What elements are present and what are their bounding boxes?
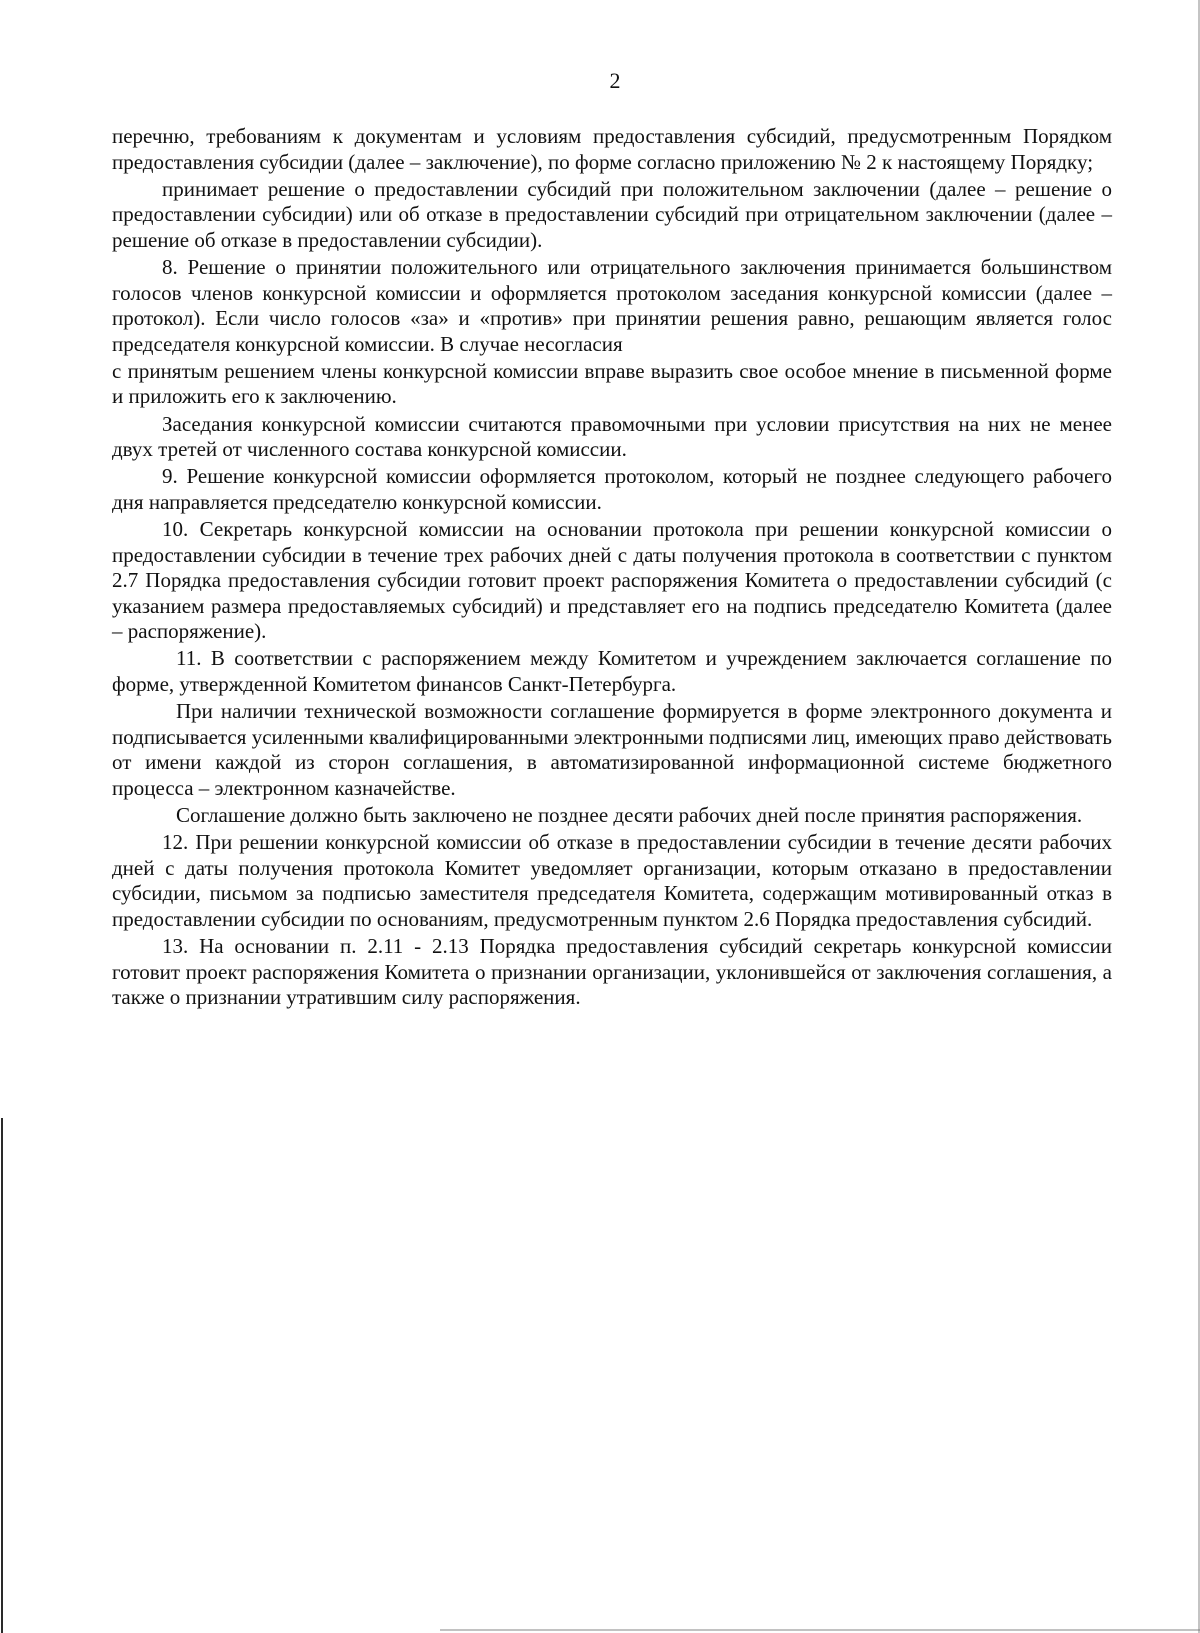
paragraph-electronic-agreement: При наличии технической возможности соглашение формируется в форме электронного документа и подписывается усиленными квалифицированными электронными подписями лиц, имеющих право действовать от имени каждой из сторон соглашения, в автоматизированной информационной системе бюджетного процесса – электронном казначействе. xyxy=(112,699,1112,800)
paragraph-item-9: 9. Решение конкурсной комиссии оформляется протоколом, который не позднее следующего рабочего дня направляется председателю конкурсной комиссии. xyxy=(112,464,1112,514)
paragraph-item-11: 11. В соответствии с распоряжением между Комитетом и учреждением заключается соглашение по форме, утвержденной Комитетом финансов Санкт-Петербурга. xyxy=(112,646,1112,696)
document-body xyxy=(112,124,1112,1012)
paragraph-item-13: 13. На основании п. 2.11 - 2.13 Порядка предоставления субсидий секретарь конкурсной комиссии готовит проект распоряжения Комитета о признании организации, уклонившейся от заключения соглашения, а также о признании утратившим силу распоряжения. xyxy=(112,933,1112,1010)
paragraph-agreement-deadline: Соглашение должно быть заключено не позднее десяти рабочих дней после принятия распоряжения. xyxy=(176,802,1083,827)
scan-edge-left xyxy=(1,1118,3,1633)
paragraph-quorum: Заседания конкурсной комиссии считаются правомочными при условии присутствия на них не менее двух третей от численного состава конкурсной комиссии. xyxy=(112,411,1112,462)
paragraph-item-8: 8. Решение о принятии положительного или отрицательного заключения принимается большинством голосов членов конкурсной комиссии и оформляется протоколом заседания конкурсной комиссии (далее – протокол). Если число голосов «за» и «против» при принятии решения равно, решающим является голос председателя конкурсной комиссии. В случае несогласия xyxy=(112,254,1112,356)
scan-edge-bottom xyxy=(440,1629,1200,1631)
page-number: 2 xyxy=(609,68,621,93)
paragraph-decision: принимает решение о предоставлении субсидий при положительном заключении (далее – решение о предоставлении субсидии) или об отказе в предоставлении субсидий при отрицательном заключении (далее – решение об отказе в предоставлении субсидии). xyxy=(112,176,1112,252)
paragraph-item-12: 12. При решении конкурсной комиссии об отказе в предоставлении субсидии в течение десяти рабочих дней с даты получения протокола Комитет уведомляет организации, которым отказано в предоставлении субсидии, письмом за подписью заместителя председателя Комитета, содержащим мотивированный отказ в предоставлении субсидии по основаниям, предусмотренным пунктом 2.6 Порядка предоставления субсидий. xyxy=(112,830,1112,931)
paragraph-item-8-continuation: с принятым решением члены конкурсной комиссии вправе выразить свое особое мнение в письменной форме и приложить его к заключению. xyxy=(112,358,1112,409)
paragraph-continuation: перечню, требованиям к документам и условиям предоставления субсидий, предусмотренным Порядком предоставления субсидии (далее – заключение), по форме согласно приложению № 2 к настоящему Порядку; xyxy=(112,124,1112,174)
paragraph-item-10: 10. Секретарь конкурсной комиссии на основании протокола при решении конкурсной комиссии о предоставлении субсидии в течение трех рабочих дней с даты получения протокола в соответствии с пунктом 2.7 Порядка предоставления субсидии готовит проект распоряжения Комитета о предоставлении субсидий (с указанием размера предоставляемых субсидий) и представляет его на подпись председателю Комитета (далее – распоряжение). xyxy=(112,516,1112,644)
